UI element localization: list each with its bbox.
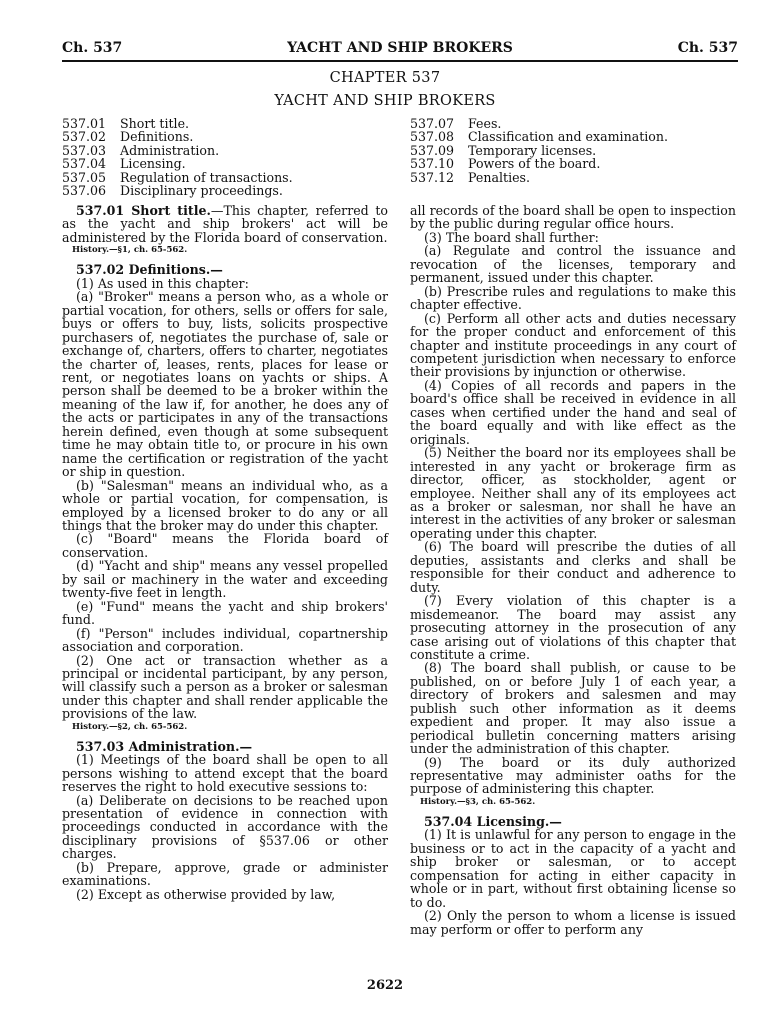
chapter-title: YACHT AND SHIP BROKERS — [274, 93, 496, 109]
paragraph: (f) "Person" includes individual, copartnership association and corporation. — [62, 625, 388, 655]
paragraph: (c) Perform all other acts and duties necessary for the proper conduct and enforcement of this chapter and institute proceedings in any court of competent jurisdiction when necessary to enforce their provisions by injunction or otherwise. — [410, 310, 736, 380]
toc-entry — [62, 184, 392, 197]
toc-entry — [410, 130, 740, 143]
paragraph: (a) Deliberate on decisions to be reached upon presentation of evidence in connection with proceedings conducted in accordance with the disciplinary provisions of §537.06 or other charges. — [62, 792, 388, 862]
paragraph: (2) Only the person to whom a license is issued may perform or offer to perform any — [410, 908, 736, 937]
toc-entry-title: Classification and examination. — [468, 129, 668, 145]
history-note: History.—§1, ch. 65-562. — [72, 245, 188, 256]
paragraph: all records of the board shall be open to inspection by the public during regular office hours. — [410, 203, 736, 232]
toc-entry-title: Definitions. — [120, 129, 194, 145]
section-537-01 — [62, 204, 388, 244]
section-heading — [62, 263, 388, 276]
toc-entry-number: 537.12 — [410, 169, 455, 185]
section-537-03-heading: 537.03 Administration.— — [76, 738, 253, 754]
toc-entry-number: 537.09 — [410, 142, 455, 158]
toc-entry-number: 537.07 — [410, 116, 455, 131]
toc-entry-number: 537.05 — [62, 169, 107, 185]
running-head-title: YACHT AND SHIP BROKERS — [287, 40, 513, 56]
section-heading: 537.01 Short title. — [76, 203, 211, 218]
toc-entry-title: Powers of the board. — [468, 156, 601, 172]
paragraph: (5) Neither the board nor its employees shall be interested in any yacht or brokerage firm as director, officer, as stockholder, agent or employee. Neither shall any of its employees act as a broker or salesman, nor shall he have an interest in the activities of any broker or salesman operating under this chapter. — [410, 445, 736, 541]
toc-entry-title: Short title. — [120, 116, 190, 131]
paragraph: (1) Meetings of the board shall be open to all persons wishing to attend except that the board reserves the right to hold executive sessions to: — [62, 752, 388, 795]
toc-entry — [410, 117, 740, 130]
chapter-number: CHAPTER 537 — [329, 70, 441, 86]
section-text: —This chapter, referred to as the yacht and ship brokers' act will be administered by the Florida board of conservation. — [62, 203, 388, 245]
section-heading — [410, 815, 736, 828]
toc-entry — [62, 157, 392, 170]
toc-entry-title: Disciplinary proceedings. — [120, 183, 283, 199]
paragraph: (2) Except as otherwise provided by law, — [76, 886, 336, 902]
toc-entry-title: Regulation of transactions. — [120, 169, 293, 185]
paragraph: (7) Every violation of this chapter is a misdemeanor. The board may assist any prosecuting attorney in the prosecution of any case arising out of violations of this chapter that constitute a crime. — [410, 593, 736, 662]
page-number: 2622 — [366, 978, 404, 993]
toc-entry-title: Fees. — [468, 116, 502, 131]
paragraph: (1) As used in this chapter: — [76, 275, 249, 291]
paragraph: (b) Prescribe rules and regulations to make this chapter effective. — [410, 283, 736, 313]
toc-entry — [410, 171, 740, 184]
paragraph: (4) Copies of all records and papers in the board's office shall be received in evidence in all cases when certified under the hand and seal of the board equally and with like effect as the originals. — [410, 377, 736, 447]
history-note: History.—§3, ch. 65-562. — [420, 796, 536, 807]
paragraph: (a) "Broker" means a person who, as a whole or partial vocation, for others, sells or offers for sale, buys or offers to buy, lists, solicits prospective purchasers of, negotiates the purchase of, sale or exchange of, charters, offers to charter, negotiates the charter of, leases, rents, places for lease or rent, or negotiates loans on yachts or ships. A person shall be deemed to be a broker within the meaning of the law if, for another, he does any of the acts or participates in any of the transactions herein defined, even though at some subsequent time he may obtain title to, or procure in his own name the certification or registration of the yacht or ship in question. — [62, 289, 388, 480]
paragraph: (c) "Board" means the Florida board of conservation. — [62, 531, 388, 560]
toc-right — [410, 117, 740, 184]
toc-entry — [410, 157, 740, 170]
toc-entry-number: 537.10 — [410, 156, 455, 172]
toc-entry — [62, 130, 392, 143]
paragraph: (d) "Yacht and ship" means any vessel propelled by sail or machinery in the water and exceeding twenty-five feet in length. — [62, 558, 388, 601]
paragraph: (3) The board shall further: — [424, 229, 599, 245]
toc-entry — [410, 144, 740, 157]
section-537-02-heading: 537.02 Definitions.— — [76, 262, 223, 278]
toc-entry-number: 537.01 — [62, 116, 107, 131]
running-head — [62, 40, 738, 60]
paragraph: (1) It is unlawful for any person to engage in the business or to act in the capacity of a yacht and ship broker or salesman, or to accept compensation for acting in either capacity in whole or in part, without first obtaining license so to do. — [410, 827, 736, 910]
paragraph: (b) Prepare, approve, grade or administer examinations. — [62, 859, 388, 889]
toc-entry-number: 537.04 — [62, 156, 107, 172]
section-537-04-heading: 537.04 Licensing.— — [424, 813, 562, 829]
running-head-right: Ch. 537 — [677, 40, 738, 56]
toc-left — [62, 117, 392, 197]
text-column-left — [62, 204, 388, 901]
paragraph: (2) One act or transaction whether as a principal or incidental participant, by any person, will classify such a person as a broker or salesman under this chapter and shall render applicable the provisions of the law. — [62, 652, 388, 722]
toc-entry — [62, 117, 392, 130]
toc-entry-title: Licensing. — [120, 156, 186, 172]
toc-entry-title: Penalties. — [468, 169, 531, 185]
toc-entry — [62, 144, 392, 157]
header-rule — [62, 60, 738, 62]
toc-entry-title: Administration. — [120, 142, 220, 158]
toc-entry-number: 537.03 — [62, 142, 107, 158]
paragraph: (6) The board will prescribe the duties of all deputies, assistants and clerks and shall be responsible for their conduct and adherence to duty. — [410, 539, 736, 595]
toc-entry-number: 537.02 — [62, 129, 107, 145]
history-note: History.—§2, ch. 65-562. — [72, 721, 188, 732]
text-column-right — [410, 204, 736, 936]
paragraph: (b) "Salesman" means an individual who, as a whole or partial vocation, for compensation, is employed by a licensed broker to do any or all things that the broker may do under this chapter. — [62, 477, 388, 533]
paragraph: (a) Regulate and control the issuance and revocation of the licenses, temporary and permanent, issued under this chapter. — [410, 243, 736, 286]
toc-entry-number: 537.06 — [62, 183, 107, 199]
toc-entry-title: Temporary licenses. — [468, 142, 597, 158]
section-heading — [62, 740, 388, 753]
paragraph: (8) The board shall publish, or cause to be published, on or before July 1 of each year, a directory of brokers and salesmen and may publish such other information as it deems expedient and proper. It may also issue a periodical bulletin concerning matters arising under the administration of this chapter. — [410, 660, 736, 757]
paragraph: (e) "Fund" means the yacht and ship brokers' fund. — [62, 598, 388, 628]
paragraph: (9) The board or its duly authorized representative may administer oaths for the purpose of administering this chapter. — [410, 754, 736, 797]
toc-entry-number: 537.08 — [410, 129, 455, 145]
running-head-left: Ch. 537 — [62, 40, 123, 56]
toc-entry — [62, 171, 392, 184]
